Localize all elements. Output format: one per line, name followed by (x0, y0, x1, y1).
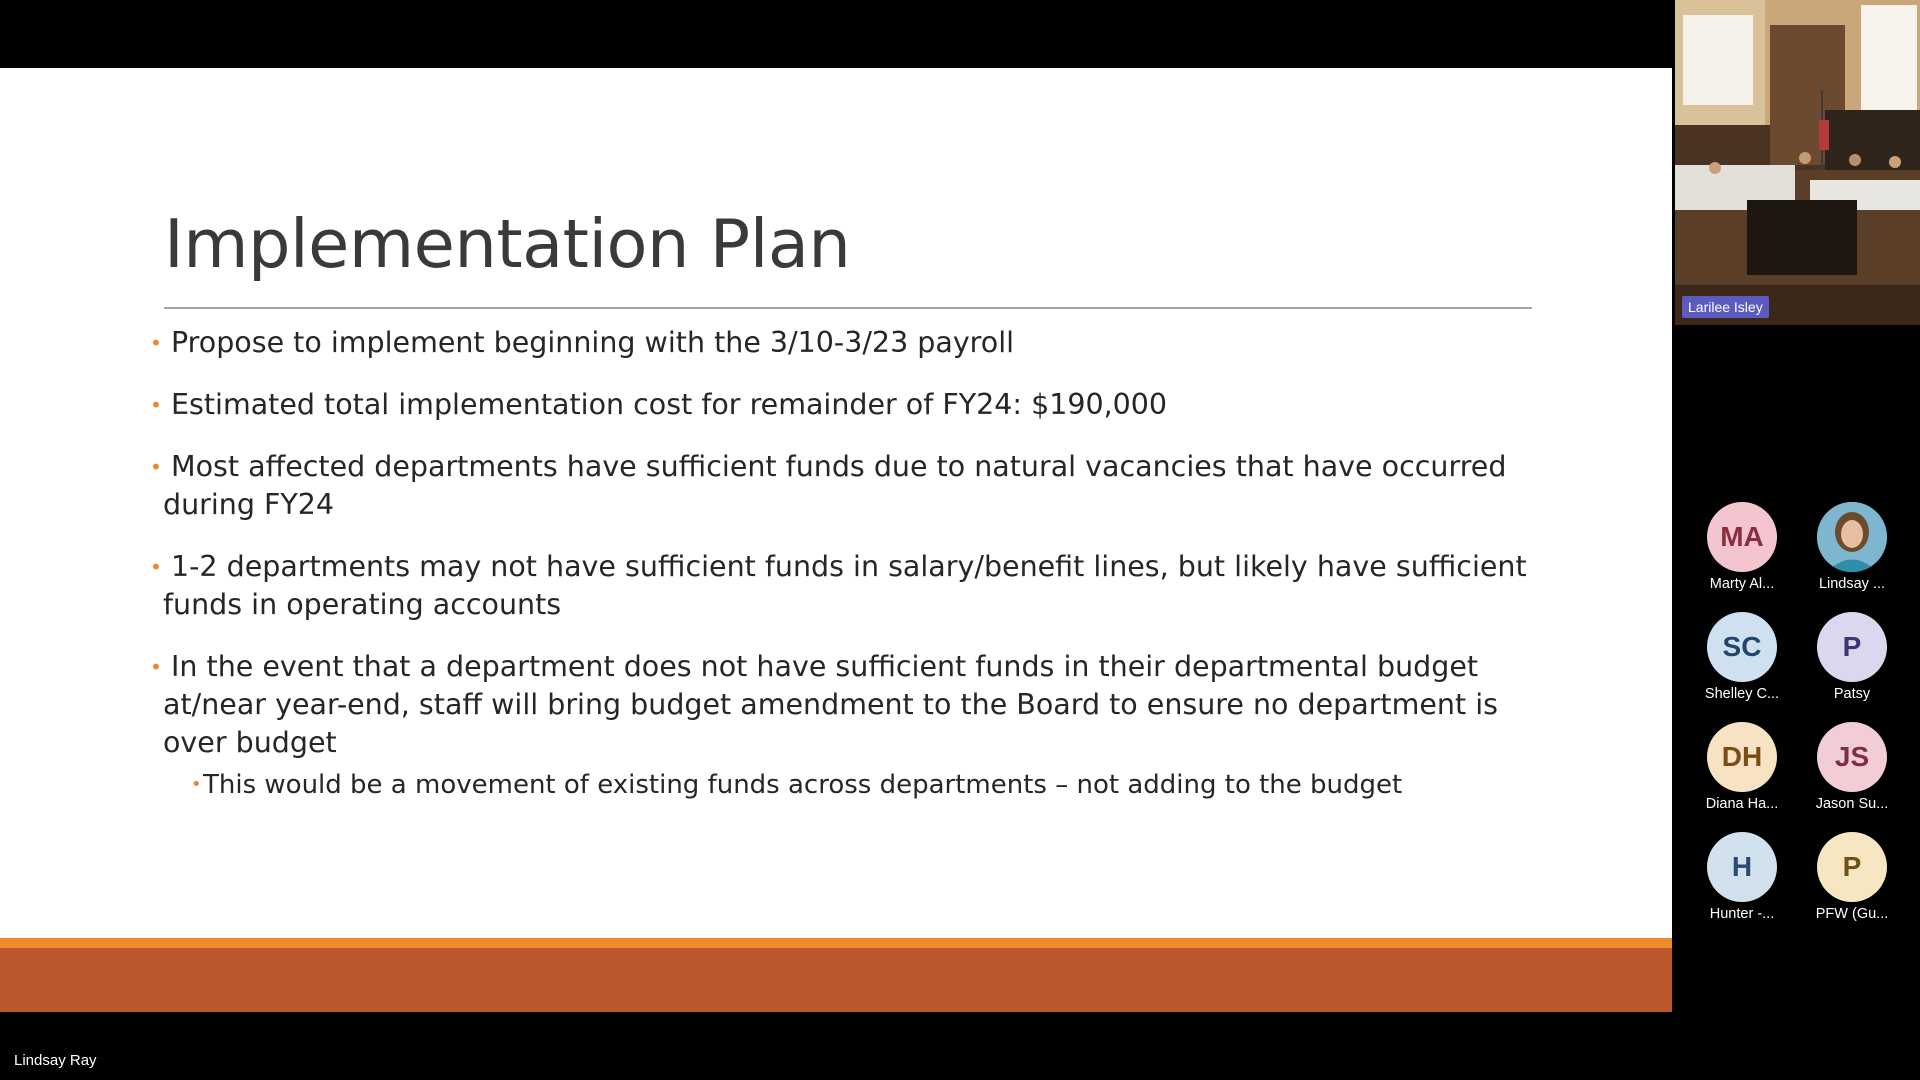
participant-name: Marty Al... (1709, 576, 1775, 592)
presentation-slide (0, 68, 1672, 1012)
participant-name: Hunter -... (1709, 906, 1775, 922)
bullet-text: Most affected departments have sufficient funds due to natural vacancies that have occurred during FY24 (163, 450, 1507, 521)
bullet-dot-icon: • (150, 455, 162, 479)
bullet-dot-icon: • (191, 774, 202, 795)
participant-name: PFW (Gu... (1815, 906, 1889, 922)
bullet-item (150, 324, 1530, 362)
avatar: P (1817, 832, 1887, 902)
meeting-room-video (1675, 0, 1920, 325)
participant-name: Diana Ha... (1705, 796, 1779, 812)
avatar: DH (1707, 722, 1777, 792)
participant-tile[interactable] (1797, 832, 1907, 922)
video-tile[interactable] (1675, 0, 1920, 325)
person-photo-icon (1817, 502, 1887, 572)
avatar: SC (1707, 612, 1777, 682)
avatar: P (1817, 612, 1887, 682)
participant-tile[interactable] (1687, 722, 1797, 812)
avatar: H (1707, 832, 1777, 902)
bullet-item (150, 648, 1530, 802)
participant-tile[interactable] (1687, 502, 1797, 592)
bullet-list (150, 324, 1530, 826)
slide-title: Implementation Plan (164, 205, 851, 283)
participant-panel (1672, 0, 1920, 1080)
bullet-text: 1-2 departments may not have sufficient funds in salary/benefit lines, but likely have sufficient funds in operating accounts (163, 550, 1527, 621)
bullet-dot-icon: • (150, 393, 162, 417)
slide-footer-band (0, 938, 1672, 1012)
sub-bullet-text: This would be a movement of existing funds across departments – not adding to the budget (203, 770, 1403, 800)
active-speaker-name: Lindsay Ray (14, 1052, 97, 1069)
bullet-item (150, 448, 1530, 524)
bullet-item (150, 548, 1530, 624)
bullet-dot-icon: • (150, 555, 162, 579)
participant-name: Shelley C... (1704, 686, 1780, 702)
bullet-text: In the event that a department does not have sufficient funds in their departmental budget at/near year-end, staff will bring budget amendment to the Board to ensure no department is over budget (163, 650, 1498, 759)
participant-tile[interactable] (1797, 722, 1907, 812)
bullet-text: Estimated total implementation cost for remainder of FY24: $190,000 (171, 388, 1168, 421)
sub-bullet-item (163, 768, 1530, 802)
bullet-dot-icon: • (150, 331, 162, 355)
participant-tile[interactable] (1797, 612, 1907, 702)
title-divider (164, 307, 1532, 309)
avatar: MA (1707, 502, 1777, 572)
participant-name: Lindsay ... (1818, 576, 1886, 592)
participant-name: Patsy (1833, 686, 1871, 702)
bullet-item (150, 386, 1530, 424)
bullet-dot-icon: • (150, 655, 162, 679)
participant-tile[interactable] (1797, 502, 1907, 592)
participant-tile[interactable] (1687, 832, 1797, 922)
participant-tile[interactable] (1687, 612, 1797, 702)
participant-name: Jason Su... (1815, 796, 1889, 812)
photo-avatar-icon (1817, 502, 1887, 572)
bullet-text: Propose to implement beginning with the 3/10-3/23 payroll (171, 326, 1015, 359)
video-participant-name: Larilee Isley (1682, 296, 1769, 318)
avatar: JS (1817, 722, 1887, 792)
